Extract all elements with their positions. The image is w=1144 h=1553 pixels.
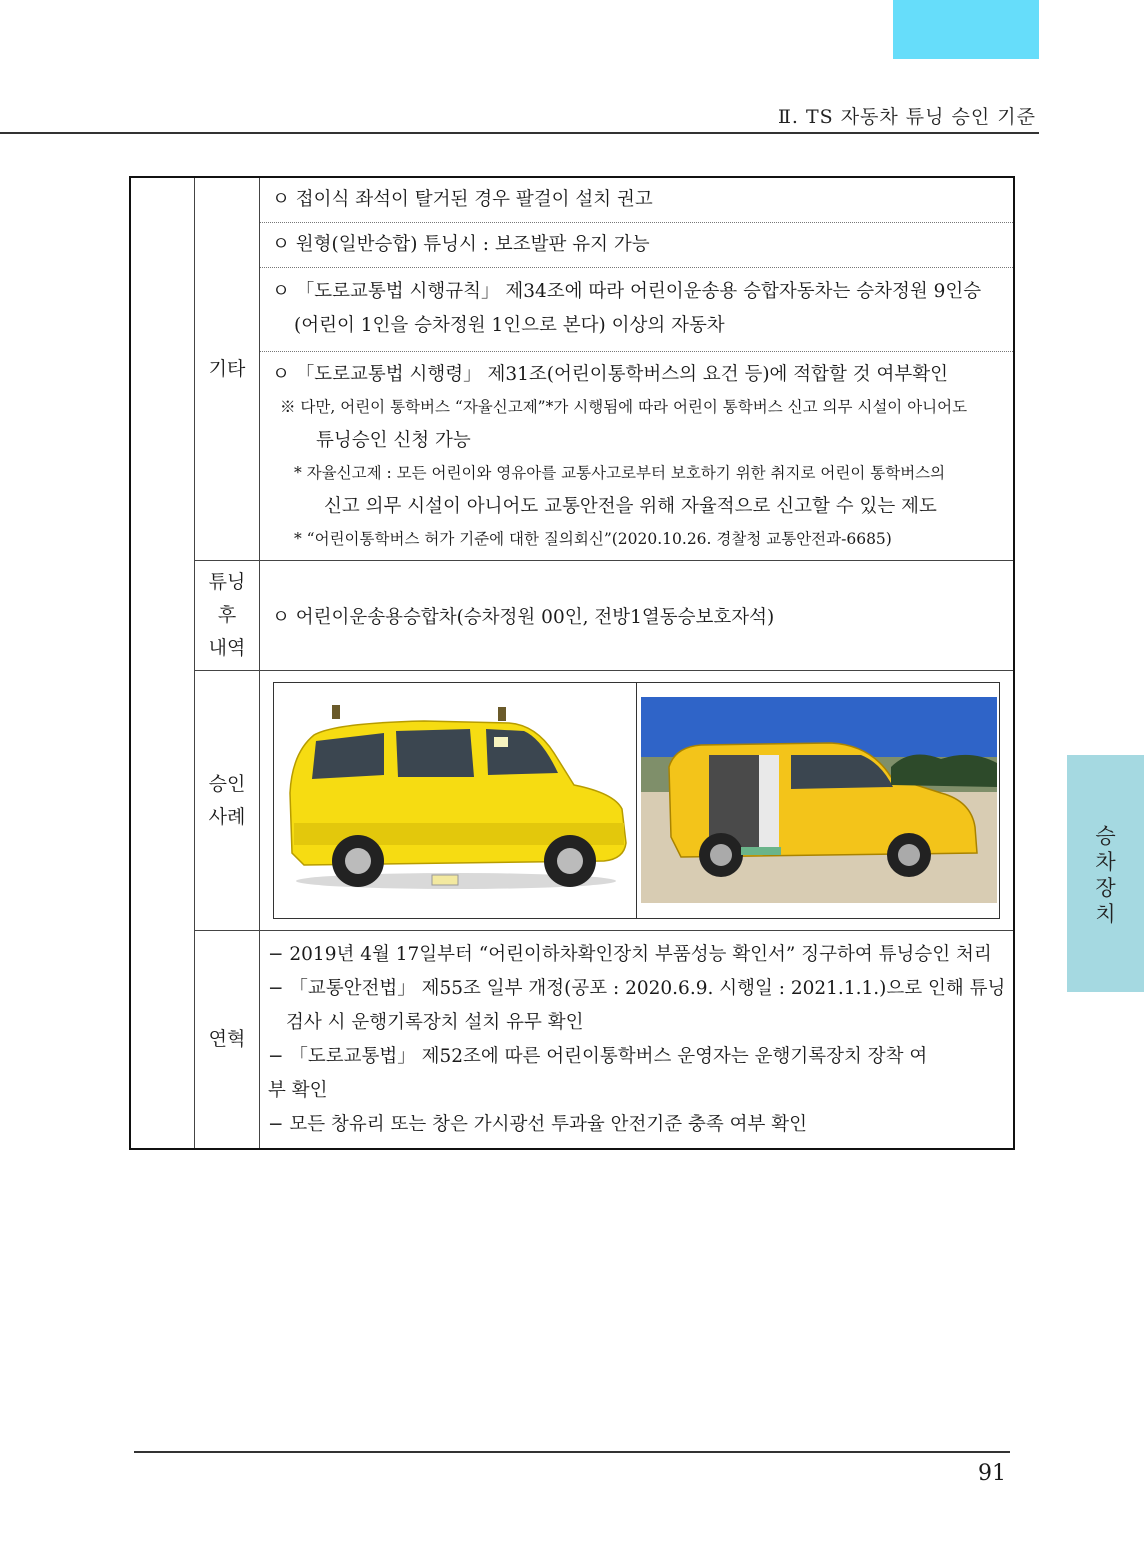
label-approval-2: 사례 bbox=[208, 805, 246, 828]
label-after-2: 후 bbox=[217, 604, 237, 626]
gita-content bbox=[260, 177, 1015, 561]
gita-line-3a: ㅇ 「도로교통법 시행규칙」 제34조에 따라 어린이운송용 승합자동차는 승차정원 9인승 bbox=[272, 281, 982, 302]
approval-photos-cell bbox=[260, 671, 1015, 931]
label-after-tuning bbox=[195, 561, 260, 671]
gita-line-3b: (어린이 1인을 승차정원 1인으로 본다) 이상의 자동차 bbox=[294, 315, 725, 336]
label-after-3: 내역 bbox=[208, 637, 246, 659]
gita-note-3: * “어린이통학버스 허가 기준에 대한 질의회신”(2020.10.26. 경찰청 교통안전과-6685) bbox=[294, 530, 892, 548]
gita-note-2a: * 자율신고제 : 모든 어린이와 영유아를 교통사고로부터 보호하기 위한 취지로 어린이 통학버스의 bbox=[294, 464, 946, 482]
approval-photos bbox=[273, 682, 1000, 919]
side-tab-label bbox=[1067, 823, 1144, 927]
after-text: ㅇ 어린이운송용승합차(승차정원 00인, 전방1열동승보호자석) bbox=[272, 606, 775, 628]
yellow-van-side-photo bbox=[274, 683, 637, 918]
label-approval bbox=[195, 671, 260, 931]
label-gita: 기타 bbox=[195, 177, 260, 561]
side-tab-char: 치 bbox=[1095, 902, 1116, 926]
history-lines bbox=[260, 931, 1013, 1148]
gita-block-4 bbox=[260, 352, 1013, 560]
header-color-tab bbox=[893, 0, 1039, 59]
gita-line-4: ㅇ 「도로교통법 시행령」 제31조(어린이통학버스의 요건 등)에 적합할 것 여부확인 bbox=[272, 364, 949, 385]
side-tab-char: 장 bbox=[1095, 876, 1116, 900]
gita-note-1b: 튜닝승인 신청 가능 bbox=[316, 430, 471, 451]
side-section-tab bbox=[1067, 755, 1144, 992]
history-line-3a: − 「도로교통법」 제52조에 따른 어린이통학버스 운영자는 운행기록장치 장착 여 bbox=[268, 1046, 928, 1067]
history-line-2a: − 「교통안전법」 제55조 일부 개정(공포 : 2020.6.9. 시행일 : 2021.1.1.)으로 인해 튜닝 bbox=[268, 978, 1006, 999]
header-title: Ⅱ. TS 자동차 튜닝 승인 기준 bbox=[777, 106, 1036, 128]
gita-note-2b: 신고 의무 시설이 아니어도 교통안전을 위해 자율적으로 신고할 수 있는 제도 bbox=[324, 496, 937, 517]
yellow-van-door-open-photo bbox=[641, 697, 997, 903]
gita-line-1: ㅇ 접이식 좌석이 탈거된 경우 팔걸이 설치 권고 bbox=[260, 178, 1013, 223]
gita-line-2: ㅇ 원형(일반승합) 튜닝시 : 보조발판 유지 가능 bbox=[260, 223, 1013, 268]
gita-block-3 bbox=[260, 268, 1013, 352]
side-tab-char: 승 bbox=[1095, 824, 1116, 848]
gita-note-1a: ※ 다만, 어린이 통학버스 “자율신고제”*가 시행됨에 따라 어린이 통학버스 신고 의무 시설이 아니어도 bbox=[280, 398, 968, 416]
history-line-1: − 2019년 4월 17일부터 “어린이하차확인장치 부품성능 확인서” 징구하여 튜닝승인 처리 bbox=[268, 944, 992, 965]
after-content bbox=[260, 561, 1015, 671]
header-rule bbox=[0, 132, 1039, 134]
approval-criteria-table bbox=[129, 176, 1015, 1150]
label-history: 연혁 bbox=[195, 931, 260, 1150]
history-line-4: − 모든 창유리 또는 창은 가시광선 투과율 안전기준 충족 여부 확인 bbox=[268, 1114, 807, 1135]
history-line-2b: 검사 시 운행기록장치 설치 유무 확인 bbox=[286, 1012, 584, 1033]
label-approval-1: 승인 bbox=[208, 772, 246, 795]
footer-rule bbox=[134, 1451, 1010, 1453]
label-after-1: 튜닝 bbox=[208, 571, 246, 593]
history-content bbox=[260, 931, 1015, 1150]
page-number: 91 bbox=[978, 1461, 1006, 1486]
category-cell bbox=[130, 177, 195, 1149]
side-tab-char: 차 bbox=[1095, 850, 1116, 874]
history-line-3b: 부 확인 bbox=[268, 1080, 328, 1101]
